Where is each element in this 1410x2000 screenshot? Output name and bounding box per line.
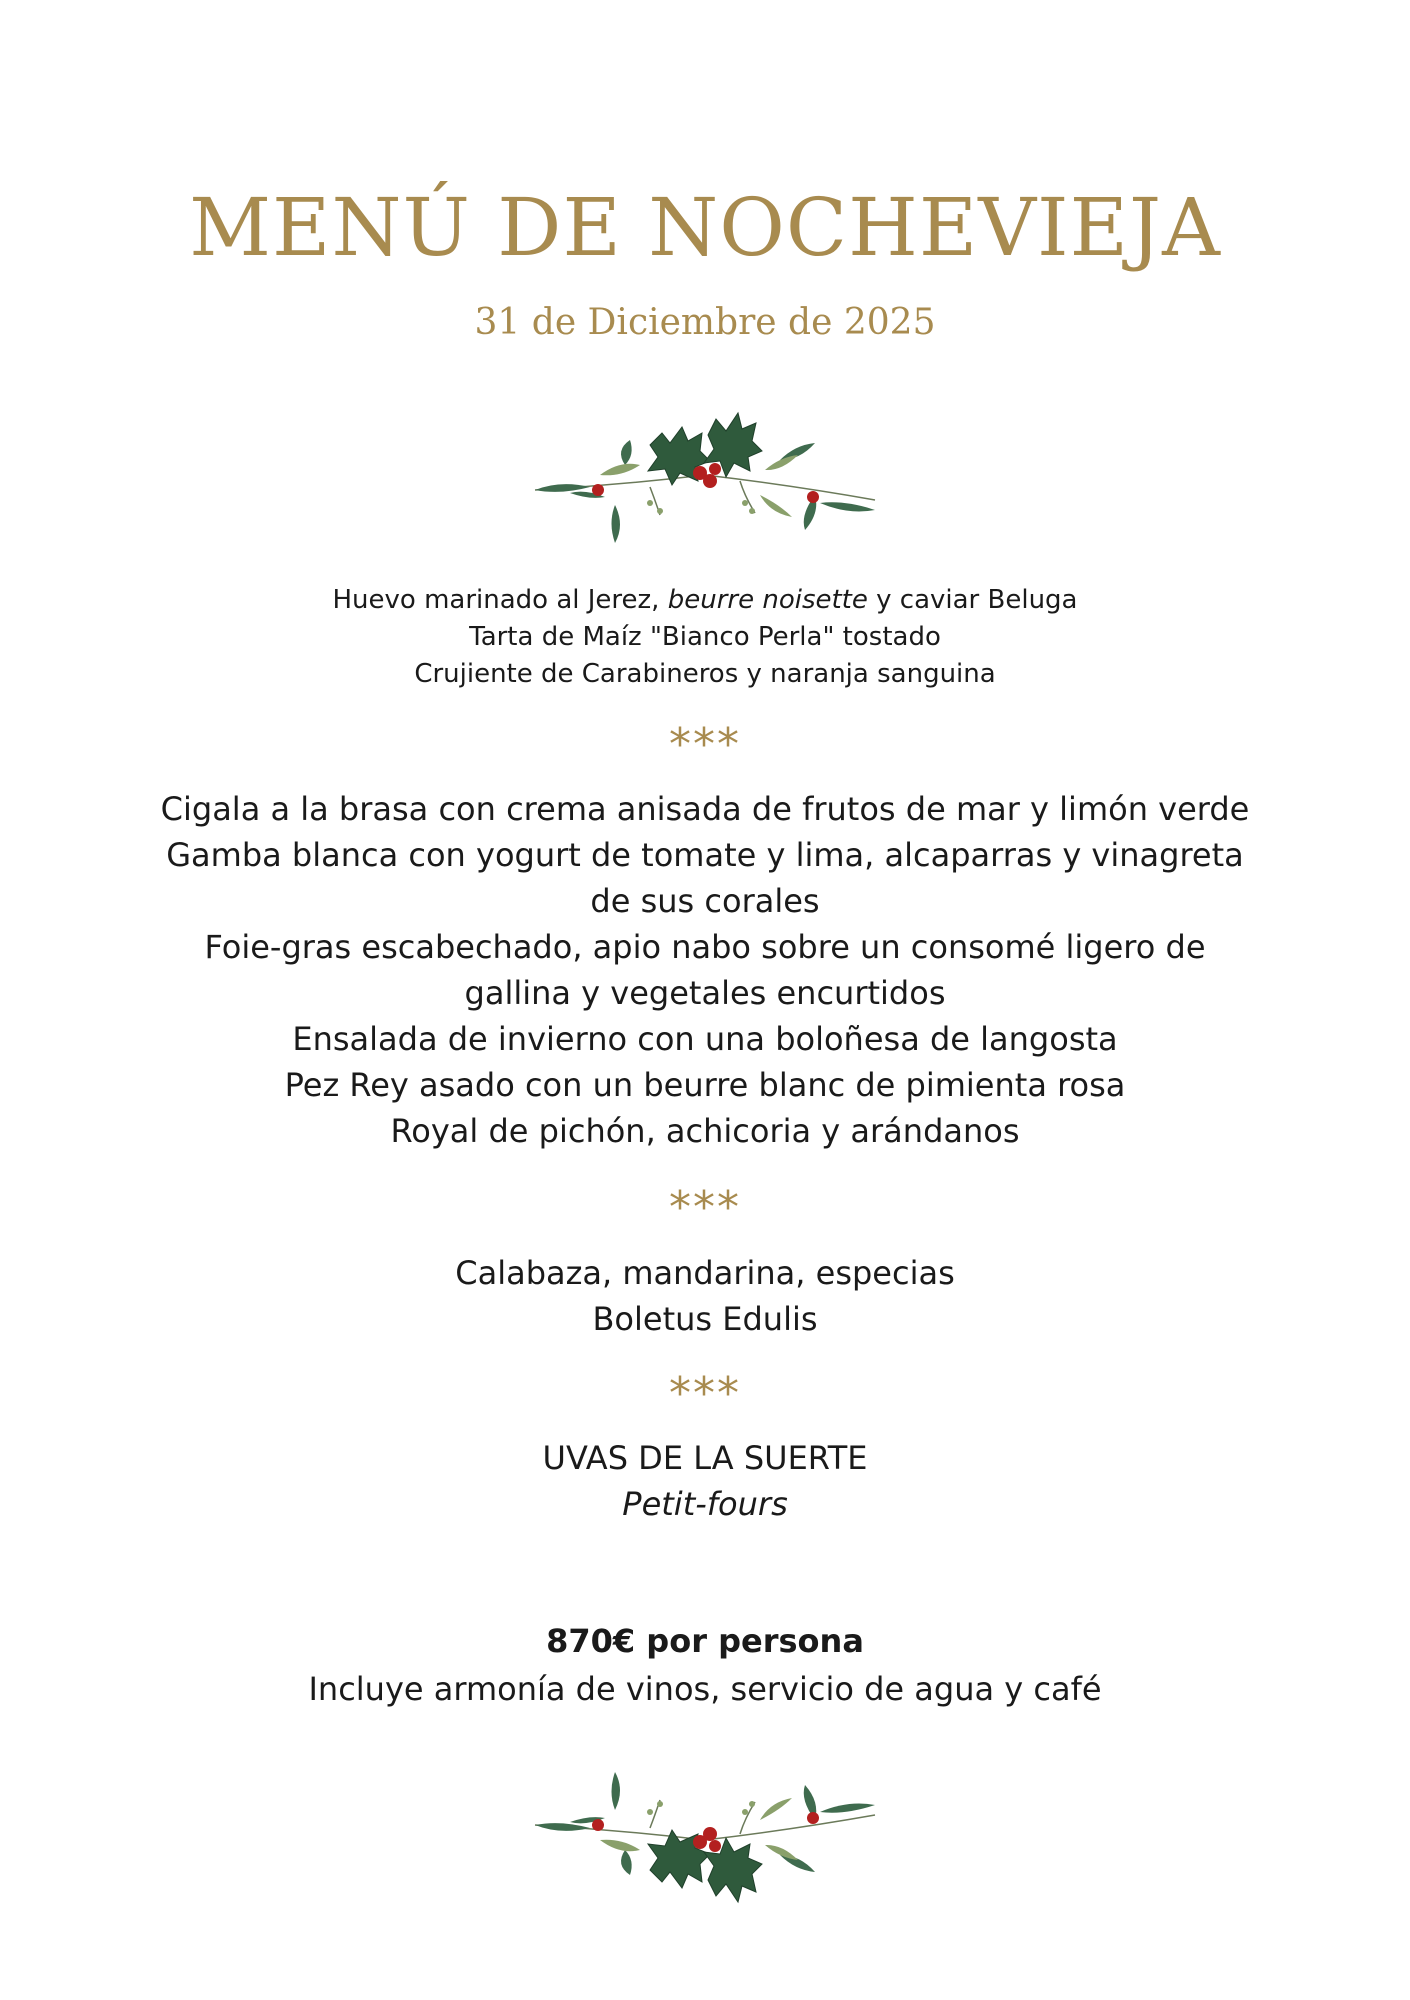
main-course-item: Gamba blanca con yogurt de tomate y lima, alcaparras y vinagreta de sus corales — [166, 836, 1244, 920]
page-title: MENÚ DE NOCHEVIEJA — [189, 181, 1221, 274]
section-separator: *** — [669, 1182, 741, 1233]
price-text: 870€ por persona — [546, 1622, 864, 1660]
appetizer-item: Crujiente de Carabineros y naranja sanguina — [414, 659, 996, 689]
main-course-item: Pez Rey asado con un beurre blanc de pimienta rosa — [284, 1066, 1126, 1104]
grapes-item: UVAS DE LA SUERTE — [542, 1439, 868, 1477]
appetizers-section — [100, 582, 1310, 693]
main-course-item: Ensalada de invierno con una boloñesa de langosta — [292, 1020, 1118, 1058]
menu-date: 31 de Diciembre de 2025 — [474, 302, 936, 343]
appetizer-item: Tarta de Maíz "Bianco Perla" tostado — [469, 622, 941, 652]
main-course-item: Royal de pichón, achicoria y arándanos — [390, 1112, 1020, 1150]
includes-text: Incluye armonía de vinos, servicio de agua y café — [308, 1670, 1102, 1708]
main-course-item: Foie-gras escabechado, apio nabo sobre un consomé ligero de gallina y vegetales encurtidos — [204, 928, 1206, 1012]
dessert-item: Calabaza, mandarina, especias — [455, 1254, 955, 1292]
section-separator: *** — [669, 719, 741, 770]
dessert-item: Boletus Edulis — [592, 1300, 818, 1338]
holly-sprig-icon — [530, 405, 880, 545]
appetizer-item: Huevo marinado al Jerez, beurre noisette y caviar Beluga — [332, 585, 1078, 615]
section-separator: *** — [669, 1368, 741, 1419]
closing-section — [100, 1435, 1310, 1527]
holly-sprig-icon — [530, 1770, 880, 1910]
petit-fours-item: Petit-fours — [622, 1485, 788, 1523]
mains-section — [160, 786, 1250, 1154]
main-course-item: Cigala a la brasa con crema anisada de frutos de mar y limón verde — [160, 790, 1250, 828]
desserts-section — [100, 1250, 1310, 1342]
